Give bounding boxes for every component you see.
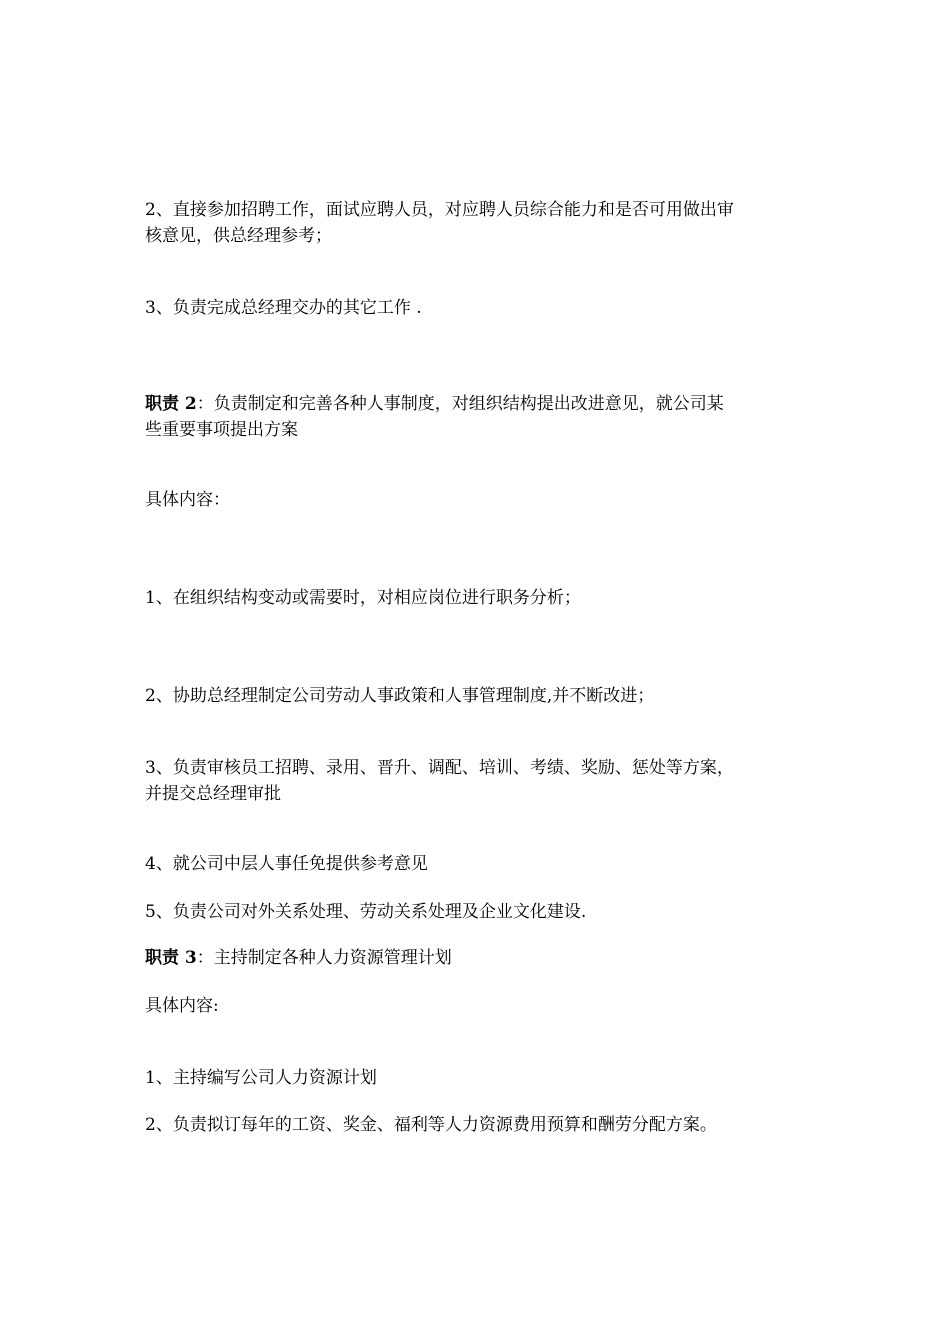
duty-2-line2: 些重要事项提出方案 [145, 420, 298, 440]
duty-3-line [145, 945, 815, 971]
duty-2-item-2: 2、协助总经理制定公司劳动人事政策和人事管理制度,并不断改进； [145, 686, 655, 706]
duty-3-label: 职责 3 [145, 948, 197, 968]
paragraph-item-3: 3、负责完成总经理交办的其它工作 . [145, 298, 422, 318]
content-label-1: 具体内容： [145, 490, 230, 510]
duty-2-text: ：负责制定和完善各种人事制度，对组织结构提出改进意见，就公司某 [196, 394, 724, 414]
duty-2-item-4: 4、就公司中层人事任免提供参考意见 [145, 854, 428, 874]
duty-3-item-1: 1、主持编写公司人力资源计划 [145, 1068, 377, 1088]
duty-2-item-5: 5、负责公司对外关系处理、劳动关系处理及企业文化建设. [145, 902, 587, 922]
duty-3-item-2: 2、负责拟订每年的工资、奖金、福利等人力资源费用预算和酬劳分配方案。 [145, 1115, 717, 1135]
duty-3-text: ：主持制定各种人力资源管理计划 [196, 948, 452, 968]
duty-2-item-1: 1、在组织结构变动或需要时，对相应岗位进行职务分析； [145, 588, 581, 608]
paragraph-item-2-line1: 2、直接参加招聘工作，面试应聘人员，对应聘人员综合能力和是否可用做出审 [145, 200, 734, 220]
duty-2-item-3-line1: 3、负责审核员工招聘、录用、晋升、调配、培训、考绩、奖励、惩处等方案， [145, 758, 734, 778]
duty-2-item-3-line2: 并提交总经理审批 [145, 784, 281, 804]
duty-2-line1 [145, 391, 815, 417]
paragraph-item-2-line2: 核意见，供总经理参考； [145, 226, 332, 246]
duty-2-label: 职责 2 [145, 394, 197, 414]
content-label-2: 具体内容: [145, 996, 219, 1016]
